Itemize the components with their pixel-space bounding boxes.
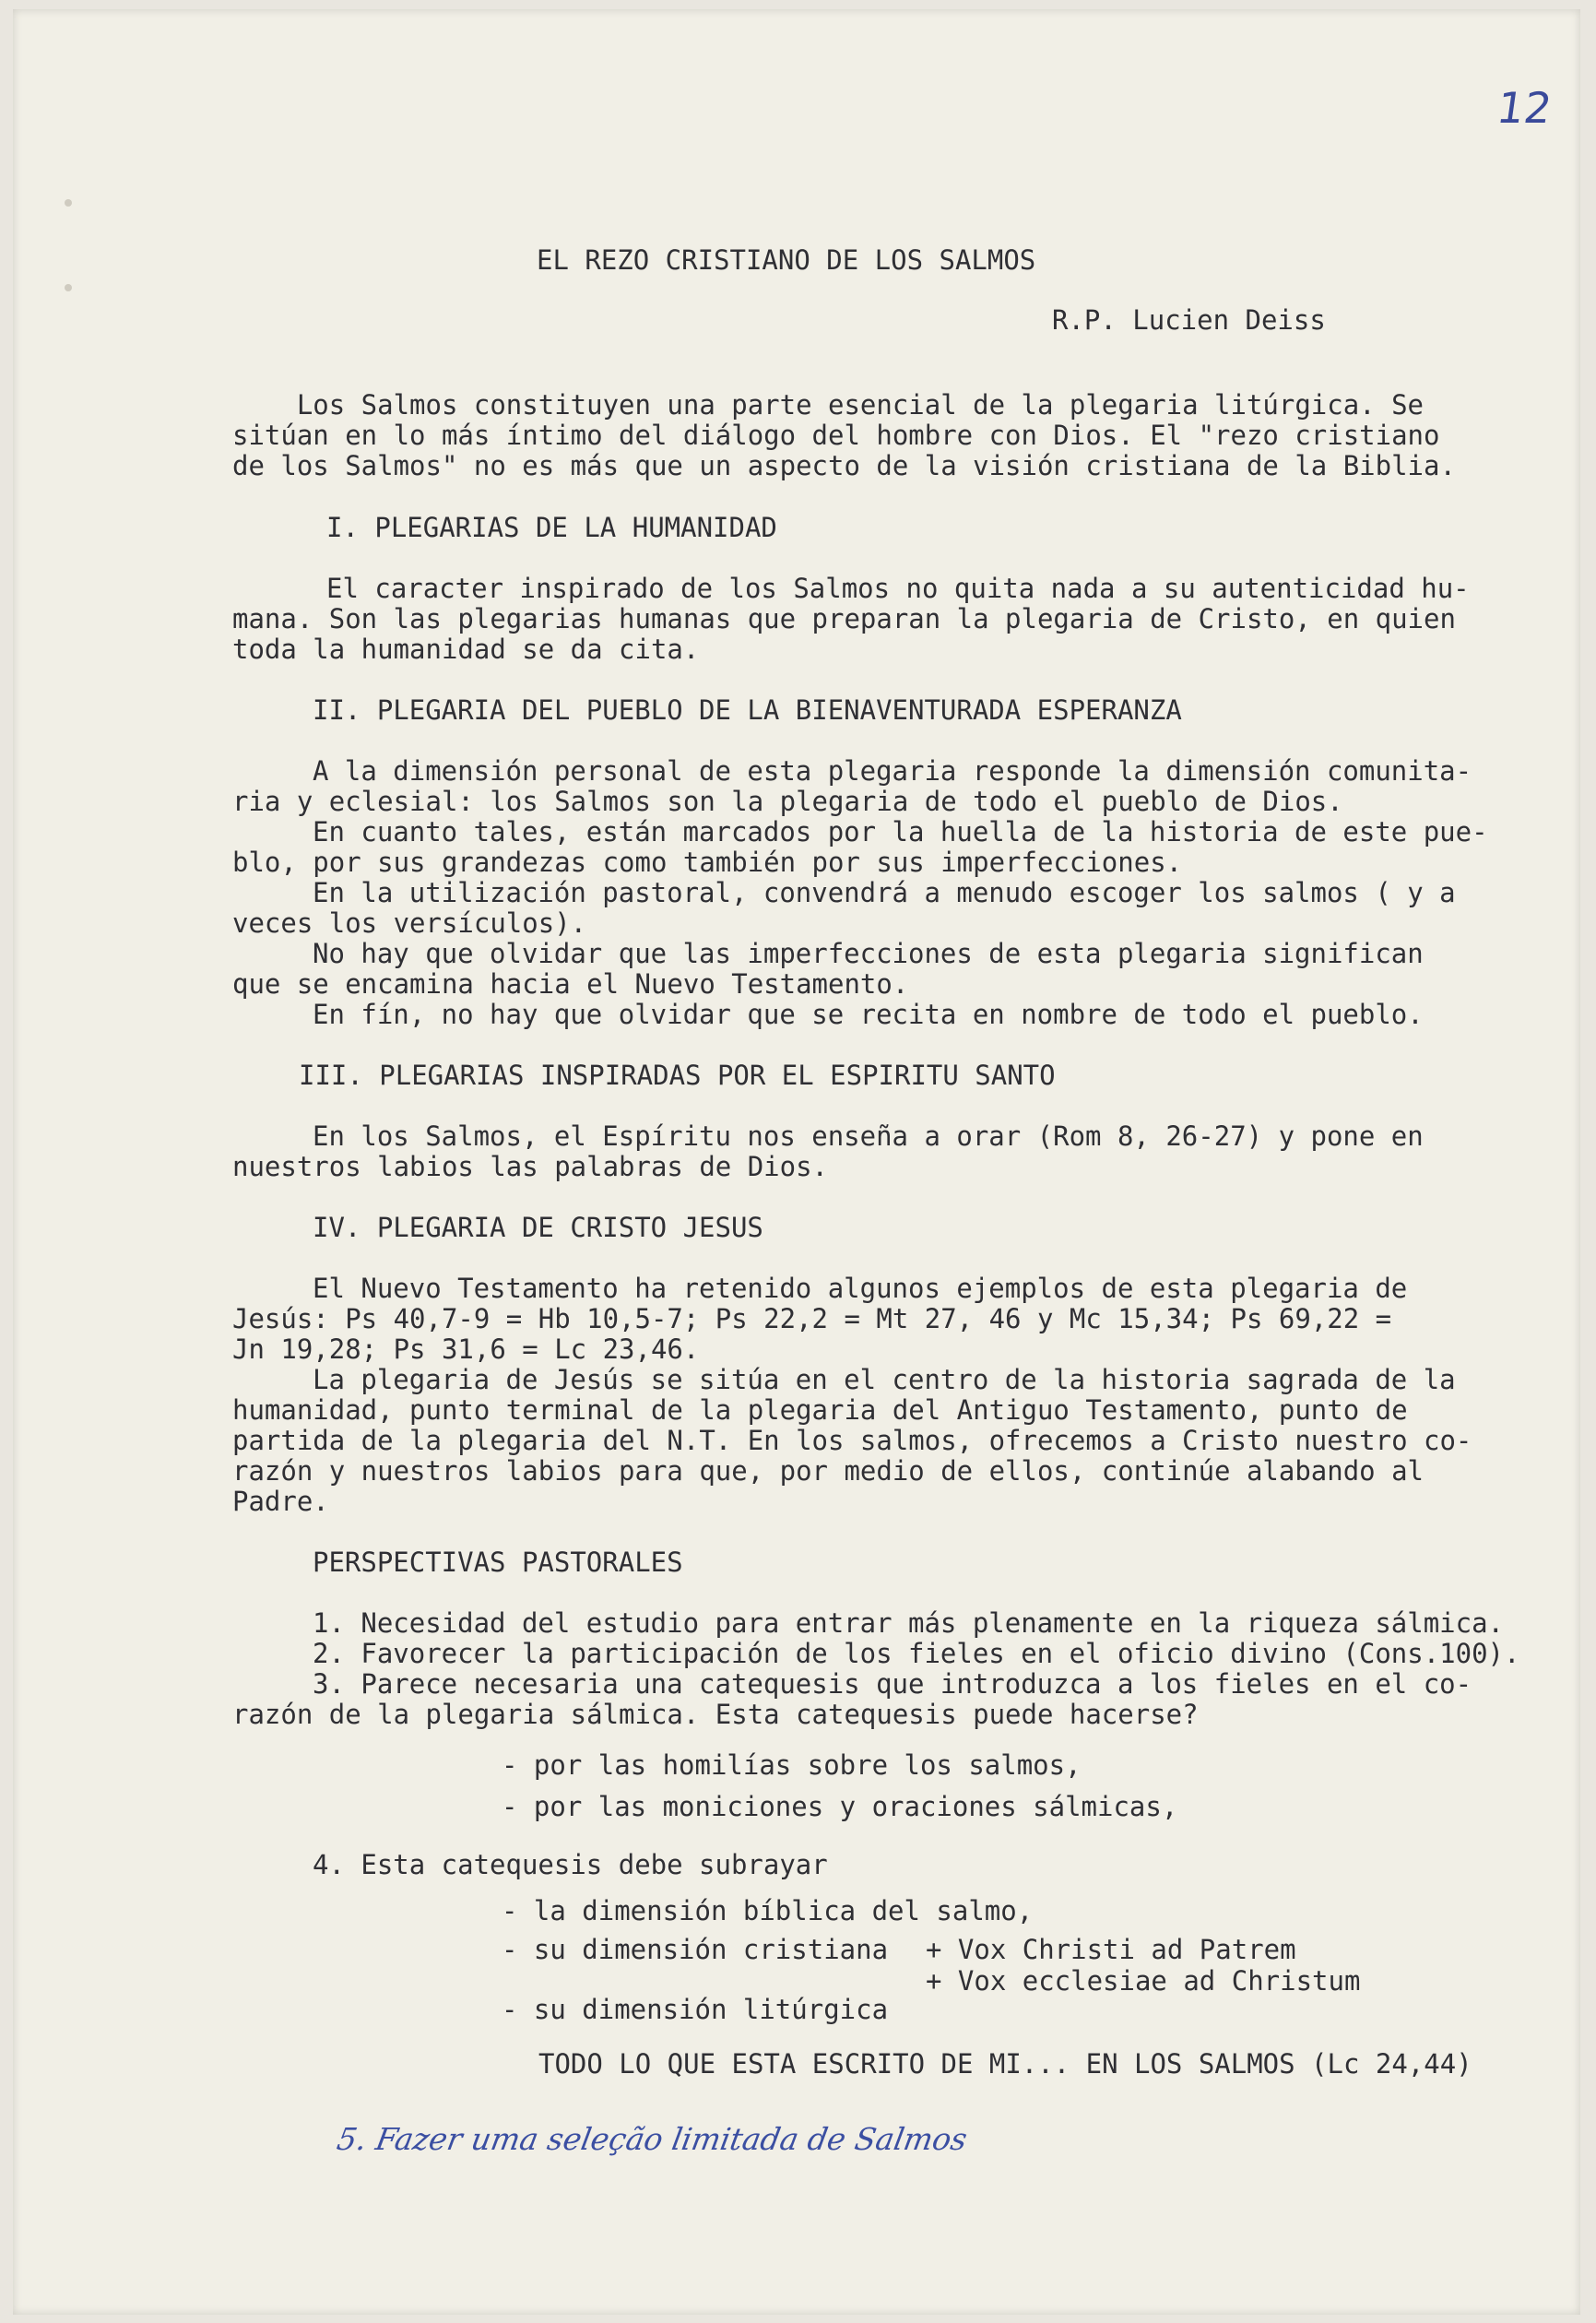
paragraph-line: El caracter inspirado de los Salmos no quita nada a su autenticidad hu- (326, 573, 1470, 604)
paragraph-line: mana. Son las plegarias humanas que preparan la plegaria de Cristo, en quien (232, 603, 1456, 634)
sub-list-item: - por las moniciones y oraciones sálmicas, (502, 1791, 1178, 1822)
paragraph-line: veces los versículos). (232, 907, 587, 939)
list-item: 3. Parece necesaria una catequesis que introduzca a los fieles en el co- (313, 1668, 1472, 1700)
list-item: 4. Esta catequesis debe subrayar (313, 1849, 828, 1880)
paragraph-line: Padre. (232, 1486, 329, 1517)
list-item: 1. Necesidad del estudio para entrar más plenamente en la riqueza sálmica. (313, 1607, 1505, 1639)
paragraph-line: razón y nuestros labios para que, por medio de ellos, continúe alabando al (232, 1455, 1425, 1487)
document-title: EL REZO CRISTIANO DE LOS SALMOS (537, 244, 1036, 276)
intro-line: de los Salmos" no es más que un aspecto de la visión cristiana de la Biblia. (232, 450, 1456, 481)
paragraph-line: La plegaria de Jesús se sitúa en el centro de la historia sagrada de la (313, 1364, 1456, 1395)
sub-list-item: - su dimensión cristiana (502, 1934, 889, 1965)
paragraph-line: Jesús: Ps 40,7-9 = Hb 10,5-7; Ps 22,2 = Mt 27, 46 y Mc 15,34; Ps 69,22 = (232, 1303, 1392, 1334)
handwritten-note: 5. Fazer uma seleção limitada de Salmos (334, 2121, 970, 2157)
section-heading: IV. PLEGARIA DE CRISTO JESUS (313, 1212, 763, 1243)
punch-mark (65, 199, 72, 207)
author: R.P. Lucien Deiss (1052, 304, 1326, 336)
punch-mark (65, 284, 72, 291)
list-item: 2. Favorecer la participación de los fieles en el oficio divino (Cons.100). (313, 1638, 1520, 1669)
paragraph-line: El Nuevo Testamento ha retenido algunos ejemplos de esta plegaria de (313, 1273, 1408, 1304)
section-heading: III. PLEGARIAS INSPIRADAS POR EL ESPIRITU SANTO (299, 1060, 1056, 1091)
paragraph-line: blo, por sus grandezas como también por sus imperfecciones. (232, 847, 1183, 878)
paragraph-line: En cuanto tales, están marcados por la huella de la historia de este pue- (313, 816, 1488, 847)
paragraph-line: En la utilización pastoral, convendrá a menudo escoger los salmos ( y a (313, 877, 1456, 908)
paragraph-line: que se encamina hacia el Nuevo Testamento. (232, 968, 909, 1000)
paragraph-line: nuestros labios las palabras de Dios. (232, 1151, 829, 1182)
paragraph-line: humanidad, punto terminal de la plegaria del Antiguo Testamento, punto de (232, 1394, 1408, 1426)
paragraph-line: A la dimensión personal de esta plegaria responde la dimensión comunita- (313, 755, 1472, 787)
intro-line: Los Salmos constituyen una parte esencial de la plegaria litúrgica. Se (232, 389, 1425, 421)
vox-line: + Vox Christi ad Patrem (926, 1934, 1296, 1965)
intro-line: sitúan en lo más íntimo del diálogo del hombre con Dios. El "rezo cristiano (232, 420, 1440, 451)
paragraph-line: ria y eclesial: los Salmos son la plegaria de todo el pueblo de Dios. (232, 786, 1343, 817)
sub-list-item: - la dimensión bíblica del salmo, (502, 1895, 1034, 1926)
section-heading: PERSPECTIVAS PASTORALES (313, 1547, 683, 1578)
page-number: 12 (1494, 83, 1555, 133)
document-page (13, 9, 1580, 2315)
section-heading: II. PLEGARIA DEL PUEBLO DE LA BIENAVENTURADA ESPERANZA (313, 694, 1182, 726)
paragraph-line: toda la humanidad se da cita. (232, 634, 700, 665)
paragraph-line: partida de la plegaria del N.T. En los salmos, ofrecemos a Cristo nuestro co- (232, 1425, 1472, 1456)
sub-list-item: - su dimensión litúrgica (502, 1994, 889, 2025)
paragraph-line: No hay que olvidar que las imperfecciones de esta plegaria significan (313, 938, 1424, 969)
list-item: razón de la plegaria sálmica. Esta catequesis puede hacerse? (232, 1699, 1199, 1730)
vox-line: + Vox ecclesiae ad Christum (926, 1965, 1361, 1997)
section-heading: I. PLEGARIAS DE LA HUMANIDAD (326, 512, 777, 543)
paragraph-line: En fín, no hay que olvidar que se recita en nombre de todo el pueblo. (313, 999, 1424, 1030)
paragraph-line: Jn 19,28; Ps 31,6 = Lc 23,46. (232, 1333, 700, 1365)
sub-list-item: - por las homilías sobre los salmos, (502, 1749, 1082, 1781)
closing-line: TODO LO QUE ESTA ESCRITO DE MI... EN LOS SALMOS (Lc 24,44) (538, 2048, 1472, 2080)
paragraph-line: En los Salmos, el Espíritu nos enseña a orar (Rom 8, 26-27) y pone en (313, 1120, 1424, 1152)
